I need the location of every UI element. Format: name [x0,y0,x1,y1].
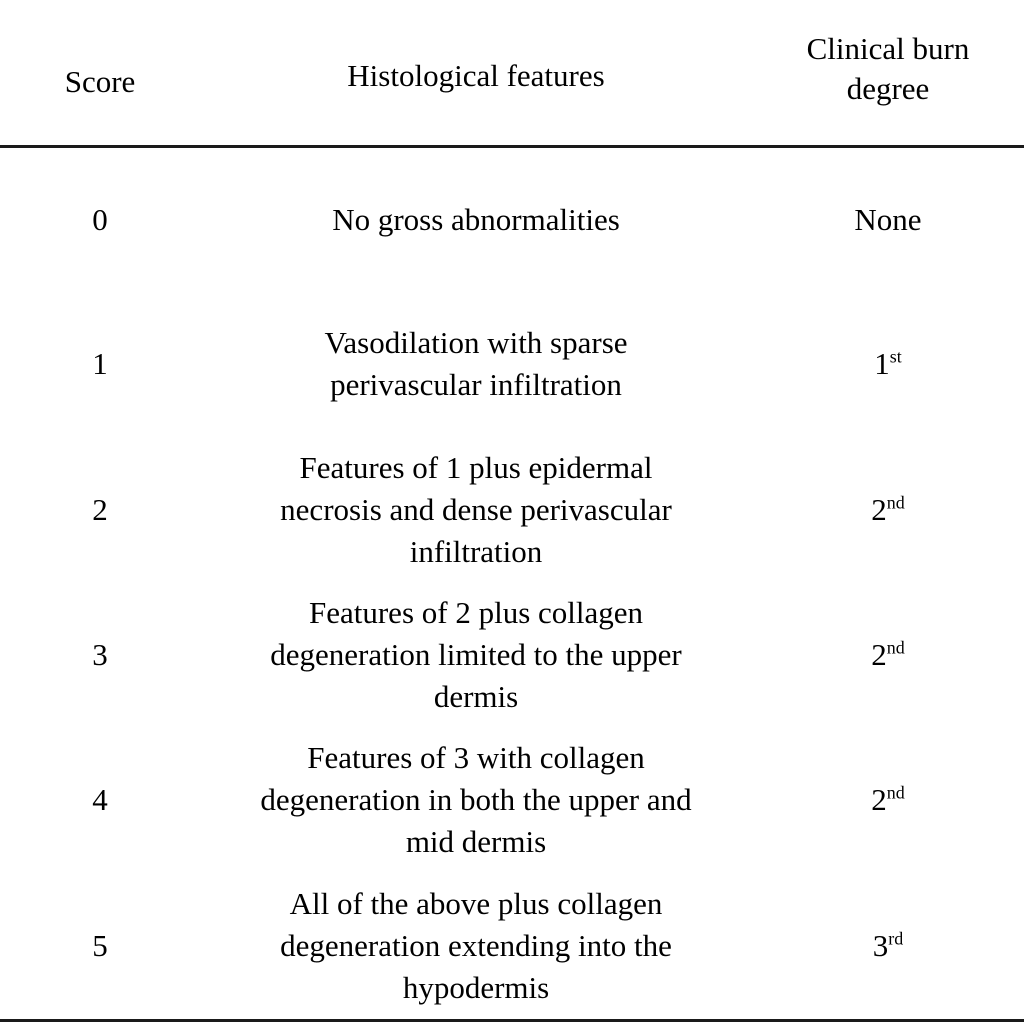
feature-line: dermis [433,679,519,714]
column-header-score-label: Score [64,63,136,99]
feature-line: degeneration limited to the upper [270,637,682,672]
cell-clinical-burn-degree [752,147,1024,292]
table-header [0,0,1024,147]
feature-line: No gross abnormalities [332,201,620,237]
feature-line: necrosis and dense perivascular [280,492,672,527]
cell-histological-features [200,291,752,437]
cell-histological-features [200,147,752,292]
degree-value: 3 [872,927,889,963]
feature-line: Vasodilation with sparse [324,325,628,360]
cell-histological-features [200,872,752,1021]
table-row [0,583,1024,727]
cell-clinical-burn-degree [752,291,1024,437]
cell-clinical-burn-degree [752,872,1024,1021]
feature-line: Features of 3 with collagen [307,739,645,775]
degree-value: 1 [874,346,890,381]
cell-histological-features [200,437,752,583]
degree-value: 2 [871,492,887,527]
feature-line: Features of 1 plus epidermal [299,450,653,485]
cell-score: 2 [92,492,108,527]
cell-clinical-burn-degree [752,727,1024,872]
cell-histological-features [200,583,752,727]
cell-score: 5 [0,872,200,1021]
column-header-histological-features [200,0,752,147]
feature-line: hypodermis [402,969,550,1005]
feature-line: mid dermis [405,823,547,859]
degree-ordinal: nd [886,492,905,513]
table-row [0,291,1024,437]
table-row [0,147,1024,292]
column-header-clinical-burn-degree-line2: degree [846,70,930,106]
cell-clinical-burn-degree [752,437,1024,583]
cell-score: 1 [92,346,108,381]
feature-line: degeneration in both the upper and [260,781,692,817]
feature-line: infiltration [409,534,543,569]
feature-line: perivascular infiltration [330,367,622,402]
feature-line: All of the above plus collagen [289,885,663,921]
cell-clinical-burn-degree [752,583,1024,727]
column-header-clinical-burn-degree-line1: Clinical burn [806,30,970,66]
column-header-score [0,0,200,147]
degree-value: 2 [871,637,887,672]
table-row [0,872,1024,1021]
cell-score: 3 [92,637,108,672]
feature-line: Features of 2 plus collagen [308,595,644,630]
degree-ordinal: rd [888,928,904,949]
table-body [0,147,1024,1021]
cell-histological-features [200,727,752,872]
degree-ordinal: st [889,346,902,367]
column-header-histological-features-label: Histological features [347,57,605,93]
column-header-clinical-burn-degree [752,0,1024,147]
degree-ordinal: nd [886,637,905,658]
degree-value: None [854,201,922,237]
cell-score: 0 [92,201,108,237]
header-row [0,0,1024,147]
degree-ordinal: nd [886,782,905,803]
cell-score: 4 [92,781,108,817]
table-row [0,727,1024,872]
table-row [0,437,1024,583]
degree-value: 2 [871,781,887,817]
feature-line: degeneration extending into the [280,927,672,963]
